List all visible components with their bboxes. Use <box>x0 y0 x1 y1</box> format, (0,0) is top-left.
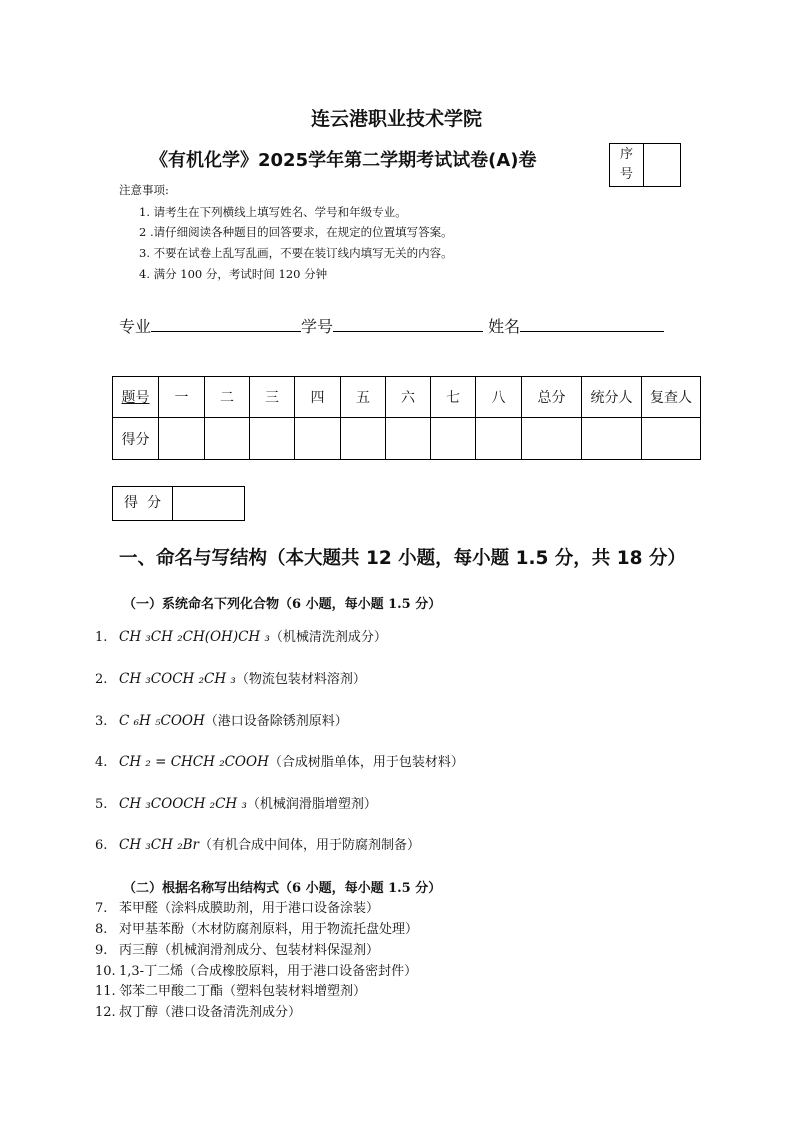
score-cell[interactable] <box>250 418 295 460</box>
school-name: 连云港职业技术学院 <box>310 108 482 130</box>
score-cell[interactable] <box>642 418 701 460</box>
student-id-field[interactable] <box>333 315 483 332</box>
header-cell: 四 <box>295 377 341 418</box>
question-item: 12. 叔丁醇（港口设备清洗剂成分） <box>95 1005 302 1020</box>
name-field[interactable] <box>520 315 664 332</box>
part1-title: （一）系统命名下列化合物（6 小题，每小题 1.5 分） <box>123 597 442 612</box>
section-score-box <box>112 486 245 521</box>
note-item: 2 .请仔细阅读各种题目的回答要求，在规定的位置填写答案。 <box>139 225 453 239</box>
student-id-label: 学号 <box>301 317 334 336</box>
score-cell[interactable] <box>205 418 250 460</box>
part2-title: （二）根据名称写出结构式（6 小题，每小题 1.5 分） <box>123 881 442 896</box>
header-scorer: 统分人 <box>582 377 642 418</box>
question-item: 1. CH ₃CH ₂CH(OH)CH ₃（机械清洗剂成分） <box>95 629 387 645</box>
score-row-label: 得分 <box>113 418 159 460</box>
score-cell[interactable] <box>476 418 522 460</box>
header-reviewer: 复查人 <box>642 377 701 418</box>
question-item: 6. CH ₃CH ₂Br（有机合成中间体，用于防腐剂制备） <box>95 837 421 853</box>
student-info-row <box>119 314 664 337</box>
score-cell[interactable] <box>341 418 386 460</box>
question-item: 8. 对甲基苯酚（木材防腐剂原料，用于物流托盘处理） <box>95 922 419 937</box>
question-item: 10. 1,3-丁二烯（合成橡胶原料，用于港口设备密封件） <box>95 964 418 979</box>
note-item: 4. 满分 100 分，考试时间 120 分钟 <box>139 267 328 281</box>
header-cell: 八 <box>476 377 522 418</box>
score-cell[interactable] <box>295 418 341 460</box>
score-cell[interactable] <box>431 418 476 460</box>
header-total: 总分 <box>522 377 582 418</box>
question-item: 2. CH ₃COCH ₂CH ₃（物流包装材料溶剂） <box>95 671 366 687</box>
sequence-label-line2: 号 <box>619 167 633 182</box>
header-cell: 三 <box>250 377 295 418</box>
name-label: 姓名 <box>488 317 521 336</box>
question-item: 5. CH ₃COOCH ₂CH ₃（机械润滑脂增塑剂） <box>95 796 377 812</box>
question-item: 3. C ₆H ₅COOH（港口设备除锈剂原料） <box>95 713 348 729</box>
header-cell: 五 <box>341 377 386 418</box>
score-cell[interactable] <box>159 418 205 460</box>
score-cell[interactable] <box>386 418 431 460</box>
question-item: 4. CH ₂ = CHCH ₂COOH（合成树脂单体，用于包装材料） <box>95 754 464 770</box>
note-item: 1. 请考生在下列横线上填写姓名、学号和年级专业。 <box>139 205 407 219</box>
section-title: 一、命名与写结构（本大题共 12 小题，每小题 1.5 分，共 18 分） <box>119 548 686 569</box>
sequence-label <box>610 144 644 186</box>
major-label: 专业 <box>119 317 152 336</box>
header-cell: 六 <box>386 377 431 418</box>
exam-title: 《有机化学》2025学年第二学期考试试卷(A)卷 <box>150 150 537 171</box>
question-item: 9. 丙三醇（机械润滑剂成分、包装材料保湿剂） <box>95 943 380 958</box>
major-field[interactable] <box>151 315 301 332</box>
note-item: 3. 不要在试卷上乱写乱画，不要在装订线内填写无关的内容。 <box>139 246 453 260</box>
sequence-label-line1: 序 <box>619 147 633 162</box>
score-cell[interactable] <box>522 418 582 460</box>
header-question-no: 题号 <box>113 377 159 418</box>
header-cell: 七 <box>431 377 476 418</box>
notes-heading: 注意事项: <box>119 183 169 197</box>
header-cell: 一 <box>159 377 205 418</box>
score-table <box>112 376 701 460</box>
section-score-label: 得 分 <box>113 487 173 520</box>
score-cell[interactable] <box>582 418 642 460</box>
header-cell: 二 <box>205 377 250 418</box>
question-item: 11. 邻苯二甲酸二丁酯（塑料包装材料增塑剂） <box>95 984 367 999</box>
sequence-number-box <box>609 143 681 187</box>
question-item: 7. 苯甲醛（涂料成膜助剂，用于港口设备涂装） <box>95 901 380 916</box>
